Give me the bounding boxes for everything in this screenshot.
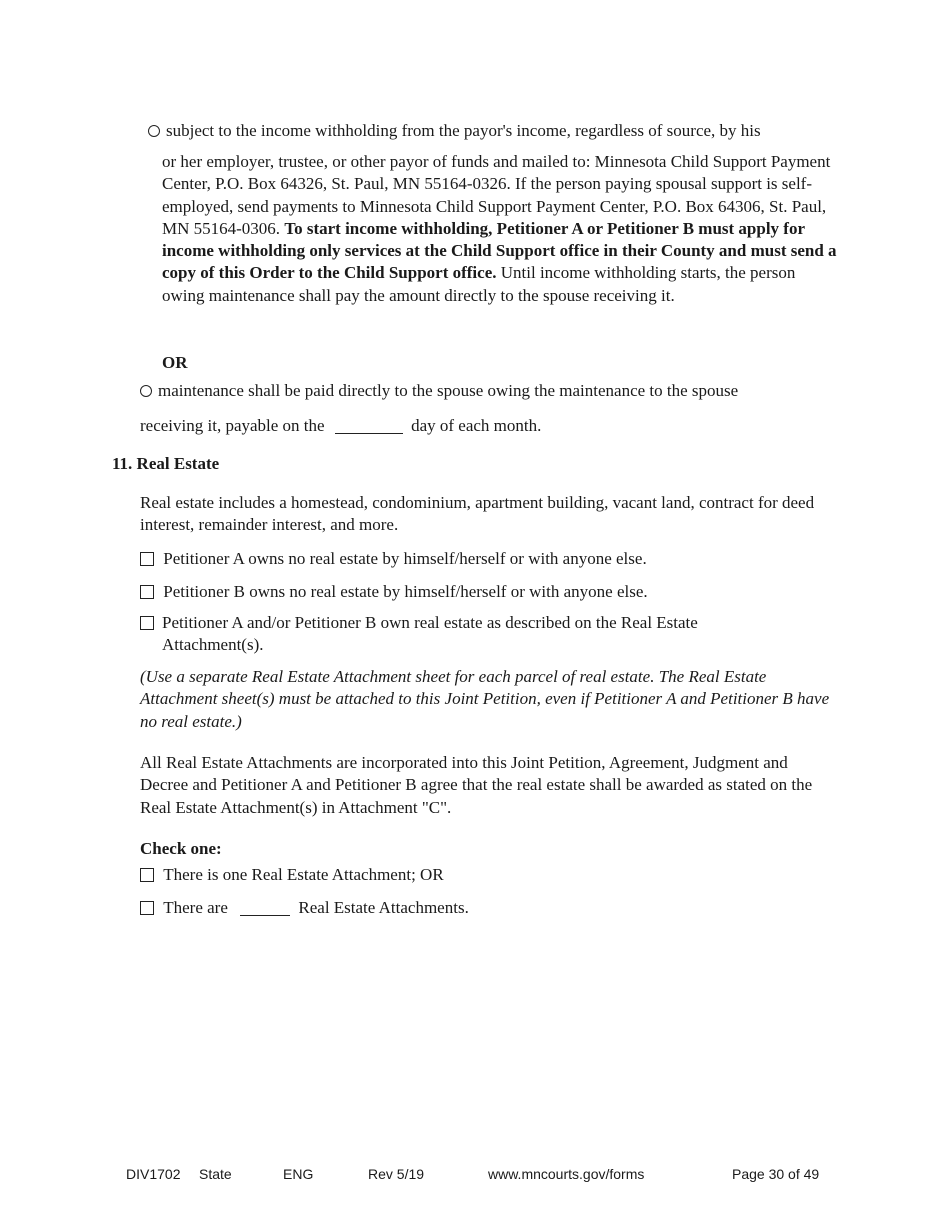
check-item-b-label: Petitioner B owns no real estate by himself/herself or with anyone else. [163, 582, 648, 601]
check-item-a [140, 548, 647, 570]
attachment-note-text: (Use a separate Real Estate Attachment sheet for each parcel of real estate. The Real Estate Attachment sheet(s) must be attached to this Joint Petition, even if Petitioner A and Petitioner B have no real estate.) [140, 667, 830, 731]
check-item-a-label: Petitioner A owns no real estate by himself/herself or with anyone else. [163, 549, 647, 568]
one-attachment-checkbox[interactable] [140, 868, 154, 882]
withholding-address-text: or her employer, trustee, or other payor of funds and mailed to: Minnesota Child Support Payment Center, P.O. Box 64326, St. Paul, MN 55164-0326. If the person paying spousal support is self-employed, send payments to Minnesota Child Support Payment Center, P.O. Box 64306, St. Paul, MN 55164-0306. [162, 152, 831, 238]
footer-state: State [199, 1166, 232, 1182]
option-one-label: There is one Real Estate Attachment; OR [163, 865, 444, 884]
withholding-until-text: Until income withholding starts, the person owing maintenance shall pay the amount directly to the spouse receiving it. [162, 263, 796, 305]
footer-form-id: DIV1702 [126, 1166, 181, 1182]
option-one-attachment [140, 864, 444, 886]
direct-payment-radio[interactable] [140, 385, 152, 397]
real-estate-intro: Real estate includes a homestead, condominium, apartment building, vacant land, contract for deed interest, remainder interest, and more. [140, 493, 815, 535]
check-item-both-label: Petitioner A and/or Petitioner B own real estate as described on the Real Estate Attachment(s). [162, 613, 698, 655]
check-item-b [140, 581, 648, 603]
direct-payment-label: receiving it, payable on the [140, 416, 325, 435]
footer-revision: Rev 5/19 [368, 1166, 425, 1182]
incorporated-paragraph: All Real Estate Attachments are incorporated into this Joint Petition, Agreement, Judgment and Decree and Petitioner A and Petitioner B agree that the real estate shall be awarded as stated on the Real Estate Attachment(s) in Attachment "C". [140, 753, 813, 817]
petitioner-a-no-real-estate-checkbox[interactable] [140, 552, 154, 566]
footer-page-number: Page 30 of 49 [732, 1166, 820, 1182]
check-one-label: Check one: [140, 839, 222, 858]
withholding-option-first-line: subject to the income withholding from the payor's income, regardless of source, by his [166, 121, 761, 140]
payment-day-field[interactable] [335, 417, 403, 434]
petitioner-b-no-real-estate-checkbox[interactable] [140, 585, 154, 599]
withholding-option [148, 120, 761, 142]
attachment-count-field[interactable] [240, 899, 290, 916]
withholding-radio[interactable] [148, 125, 160, 137]
attachment-note [140, 666, 840, 733]
option-many-label-b: Real Estate Attachments. [298, 898, 469, 917]
option-many-label-a: There are [163, 898, 228, 917]
real-estate-heading: 11. Real Estate [112, 454, 220, 473]
petitioners-own-real-estate-checkbox[interactable] [140, 616, 154, 630]
footer-language: ENG [283, 1166, 314, 1182]
withholding-option-paragraph [162, 151, 838, 307]
option-many-attachments [140, 897, 469, 919]
direct-payment-line-1: maintenance shall be paid directly to the spouse owing the maintenance to the spouse [158, 381, 739, 400]
direct-payment-line-2 [140, 415, 541, 437]
or-separator: OR [162, 353, 188, 372]
direct-payment-option [140, 380, 738, 402]
direct-payment-suffix: day of each month. [411, 416, 542, 435]
withholding-instruction-bold: To start income withholding, Petitioner A or Petitioner B must apply for income withholding only services at the Child Support office in their County and must send a copy of this Order to the Child Support office. [162, 218, 837, 283]
many-attachments-checkbox[interactable] [140, 901, 154, 915]
footer-url: www.mncourts.gov/forms [488, 1166, 645, 1182]
